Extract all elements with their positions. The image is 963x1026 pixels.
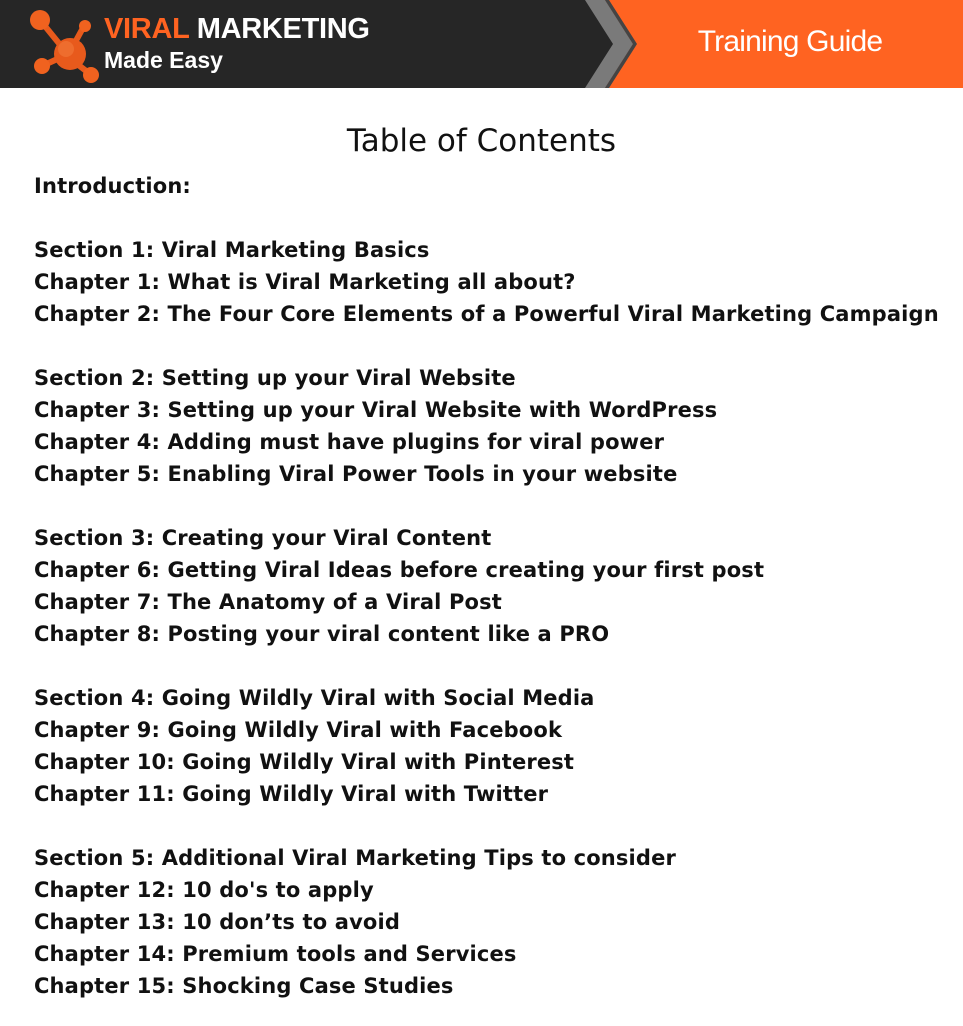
toc-chapter: Chapter 5: Enabling Viral Power Tools in your website — [34, 462, 678, 486]
toc-chapter: Chapter 8: Posting your viral content like a PRO — [34, 622, 610, 646]
spacer — [34, 490, 954, 522]
toc-section-heading: Section 1: Viral Marketing Basics — [34, 238, 430, 262]
page-title: Table of Contents — [346, 123, 617, 159]
toc-chapter: Chapter 7: The Anatomy of a Viral Post — [34, 590, 502, 614]
toc-chapter: Chapter 13: 10 don’ts to avoid — [34, 910, 401, 934]
toc-chapter: Chapter 4: Adding must have plugins for viral power — [34, 430, 665, 454]
molecule-network-icon — [24, 4, 104, 84]
spacer — [34, 650, 954, 682]
spacer — [34, 202, 954, 234]
toc-chapter: Chapter 3: Setting up your Viral Website with WordPress — [34, 398, 718, 422]
toc-section-heading: Section 2: Setting up your Viral Website — [34, 366, 516, 390]
toc-chapter: Chapter 9: Going Wildly Viral with Facebook — [34, 718, 563, 742]
brand-title-accent: VIRAL — [104, 13, 189, 45]
brand-title-rest: MARKETING — [188, 13, 370, 45]
spacer — [34, 810, 954, 842]
toc-chapter: Chapter 11: Going Wildly Viral with Twitter — [34, 782, 549, 806]
brand-title — [104, 12, 370, 46]
toc-section-heading: Section 4: Going Wildly Viral with Social Media — [34, 686, 595, 710]
toc-section-heading: Section 5: Additional Viral Marketing Tips to consider — [34, 846, 676, 870]
toc-chapter: Chapter 2: The Four Core Elements of a Powerful Viral Marketing Campaign — [34, 302, 939, 326]
toc-chapter: Chapter 10: Going Wildly Viral with Pinterest — [34, 750, 575, 774]
toc-section-heading: Section 3: Creating your Viral Content — [34, 526, 492, 550]
toc-chapter: Chapter 14: Premium tools and Services — [34, 942, 517, 966]
brand-wordmark — [104, 12, 370, 74]
header-banner — [0, 0, 963, 88]
brand-subtitle: Made Easy — [104, 47, 223, 73]
toc-chapter: Chapter 1: What is Viral Marketing all about? — [34, 270, 576, 294]
toc-chapter: Chapter 15: Shocking Case Studies — [34, 974, 454, 998]
toc-chapter: Chapter 12: 10 do's to apply — [34, 878, 374, 902]
spacer — [34, 330, 954, 362]
toc-introduction: Introduction: — [34, 174, 191, 198]
table-of-contents — [34, 170, 954, 1002]
toc-chapter: Chapter 6: Getting Viral Ideas before creating your first post — [34, 558, 765, 582]
training-guide-label: Training Guide — [697, 25, 883, 58]
